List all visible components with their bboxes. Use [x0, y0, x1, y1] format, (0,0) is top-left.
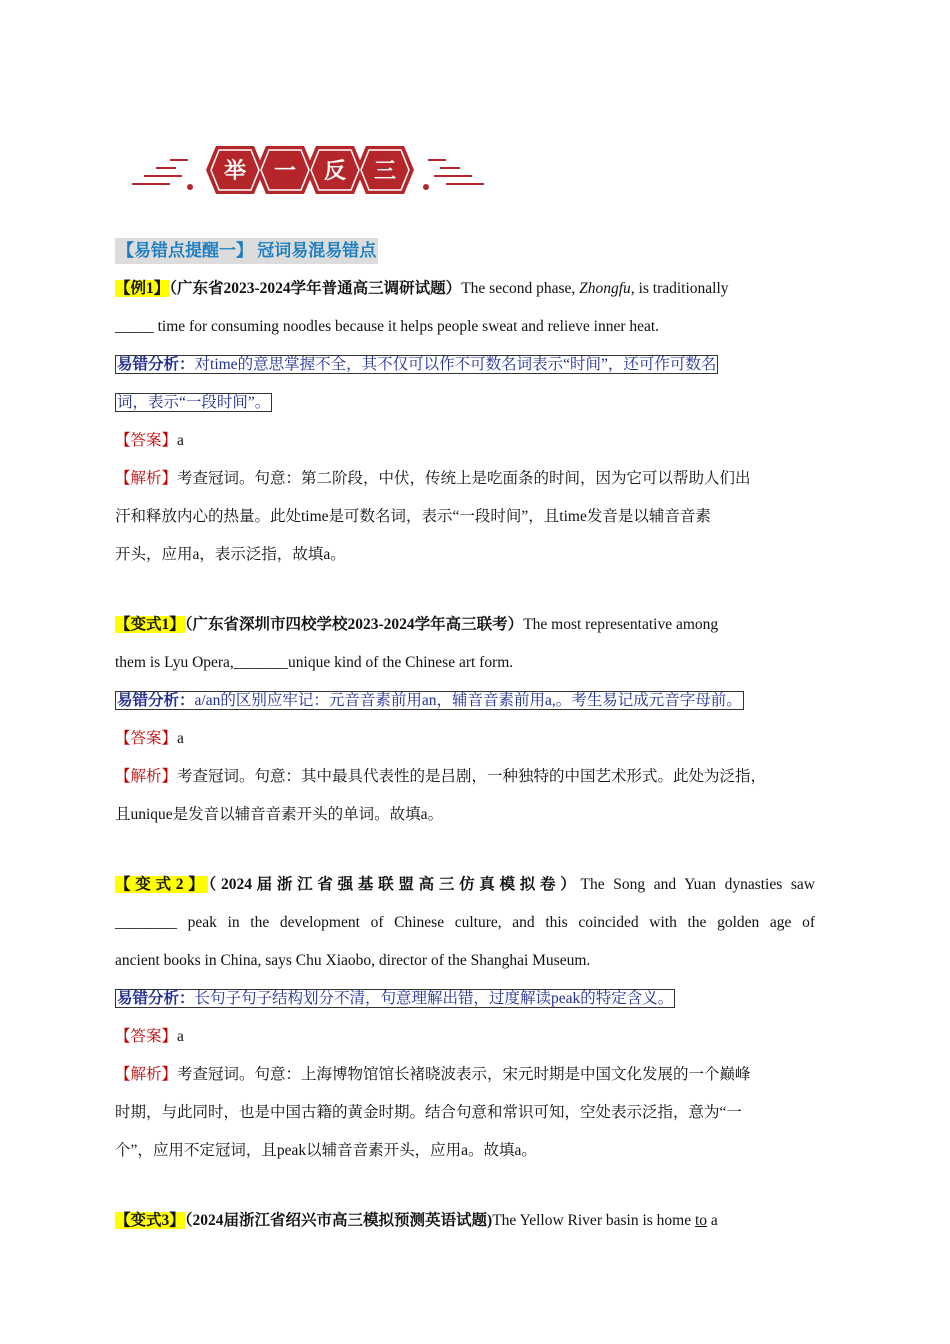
question-text: The Song and Yuan dynasties saw: [580, 876, 815, 893]
explanation-text: 考查冠词。句意：第二阶段，中伏，传统上是吃面条的时间，因为它可以帮助人们出: [177, 470, 751, 487]
question-source: （2024届浙江省绍兴市高三模拟预测英语试题): [184, 1212, 493, 1229]
banner-decoration: [130, 140, 486, 200]
explanation-text: 个”，应用不定冠词，且peak以辅音音素开头，应用a。故填a。: [115, 1142, 537, 1159]
variant-1: [115, 606, 815, 834]
question-line: [115, 270, 815, 308]
answer-value: a: [177, 432, 184, 449]
question-line: ancient books in China, says Chu Xiaobo, director of the Shanghai Museum.: [115, 952, 591, 969]
variant-tag: 【变式1】: [115, 616, 185, 633]
question-text-underlined: to: [694, 1212, 708, 1229]
variant-3: [115, 1202, 815, 1240]
explanation-text: 考查冠词。句意：上海博物馆馆长褚晓波表示，宋元时期是中国文化发展的一个巅峰: [177, 1066, 751, 1083]
example-tag: 【例1】: [115, 280, 170, 297]
section-title: 【易错点提醒一】 冠词易混易错点: [115, 238, 378, 264]
answer-label: 【答案】: [115, 1028, 178, 1045]
variant-tag: 【变式2】: [115, 876, 209, 893]
banner-char: 举: [223, 159, 247, 184]
question-line: [115, 866, 815, 904]
explanation-label: 【解析】: [115, 470, 178, 487]
question-line: [115, 1202, 815, 1240]
error-analysis-box: 易错分析：长句子句子结构划分不清，句意理解出错，过度解读peak的特定含义。: [117, 990, 674, 1007]
variant-tag: 【变式3】: [115, 1212, 185, 1229]
question-line: _____ time for consuming noodles because it helps people sweat and relieve inner heat.: [115, 318, 660, 335]
question-text: The second phase,: [461, 280, 580, 297]
banner-char: 反: [323, 159, 347, 184]
banner-char: 三: [373, 159, 397, 184]
question-text: The Yellow River basin is home: [492, 1212, 695, 1229]
question-line: [115, 606, 815, 644]
question-text: a: [707, 1212, 718, 1229]
explanation-text: 且unique是发音以辅音音素开头的单词。故填a。: [115, 806, 444, 823]
answer-label: 【答案】: [115, 432, 178, 449]
variant-2: [115, 866, 815, 1170]
answer-value: a: [177, 730, 184, 747]
document-body: [115, 238, 815, 1240]
question-text-italic: Zhongfu: [579, 280, 631, 297]
question-text: , is traditionally: [630, 280, 729, 297]
question-source: （广东省2023-2024学年普通高三调研试题）: [169, 280, 462, 297]
explanation-label: 【解析】: [115, 768, 178, 785]
error-analysis-box: 易错分析：对time的意思掌握不全，其不仅可以作不可数名词表示“时间”，还可作可数名: [117, 356, 717, 373]
answer-value: a: [177, 1028, 184, 1045]
explanation-text: 时期，与此同时，也是中国古籍的黄金时期。结合句意和常识可知，空处表示泛指，意为“一: [115, 1104, 742, 1121]
explanation-label: 【解析】: [115, 1066, 178, 1083]
question-line: ________ peak in the development of Chinese culture, and this coincided with the golden age of: [115, 914, 815, 931]
banner-char: 一: [273, 159, 297, 184]
question-text: The most representative among: [523, 616, 719, 633]
explanation-text: 汗和释放内心的热量。此处time是可数名词，表示“一段时间”，且time发音是以辅音音素: [115, 508, 711, 525]
question-line: them is Lyu Opera,_______unique kind of the Chinese art form.: [115, 654, 514, 671]
explanation-text: 考查冠词。句意：其中最具代表性的是吕剧，一种独特的中国艺术形式。此处为泛指，: [177, 768, 767, 785]
question-source: （2024届浙江省强基联盟高三仿真模拟卷）: [208, 876, 581, 893]
error-analysis-box: 易错分析：a/an的区别应牢记：元音音素前用an，辅音音素前用a,。考生易记成元音字母前。: [117, 692, 742, 709]
answer-label: 【答案】: [115, 730, 178, 747]
example-1: [115, 270, 815, 574]
explanation-text: 开头，应用a，表示泛指，故填a。: [115, 546, 346, 563]
error-analysis-box: 词，表示“一段时间”。: [117, 394, 271, 411]
question-source: （广东省深圳市四校学校2023-2024学年高三联考）: [184, 616, 524, 633]
